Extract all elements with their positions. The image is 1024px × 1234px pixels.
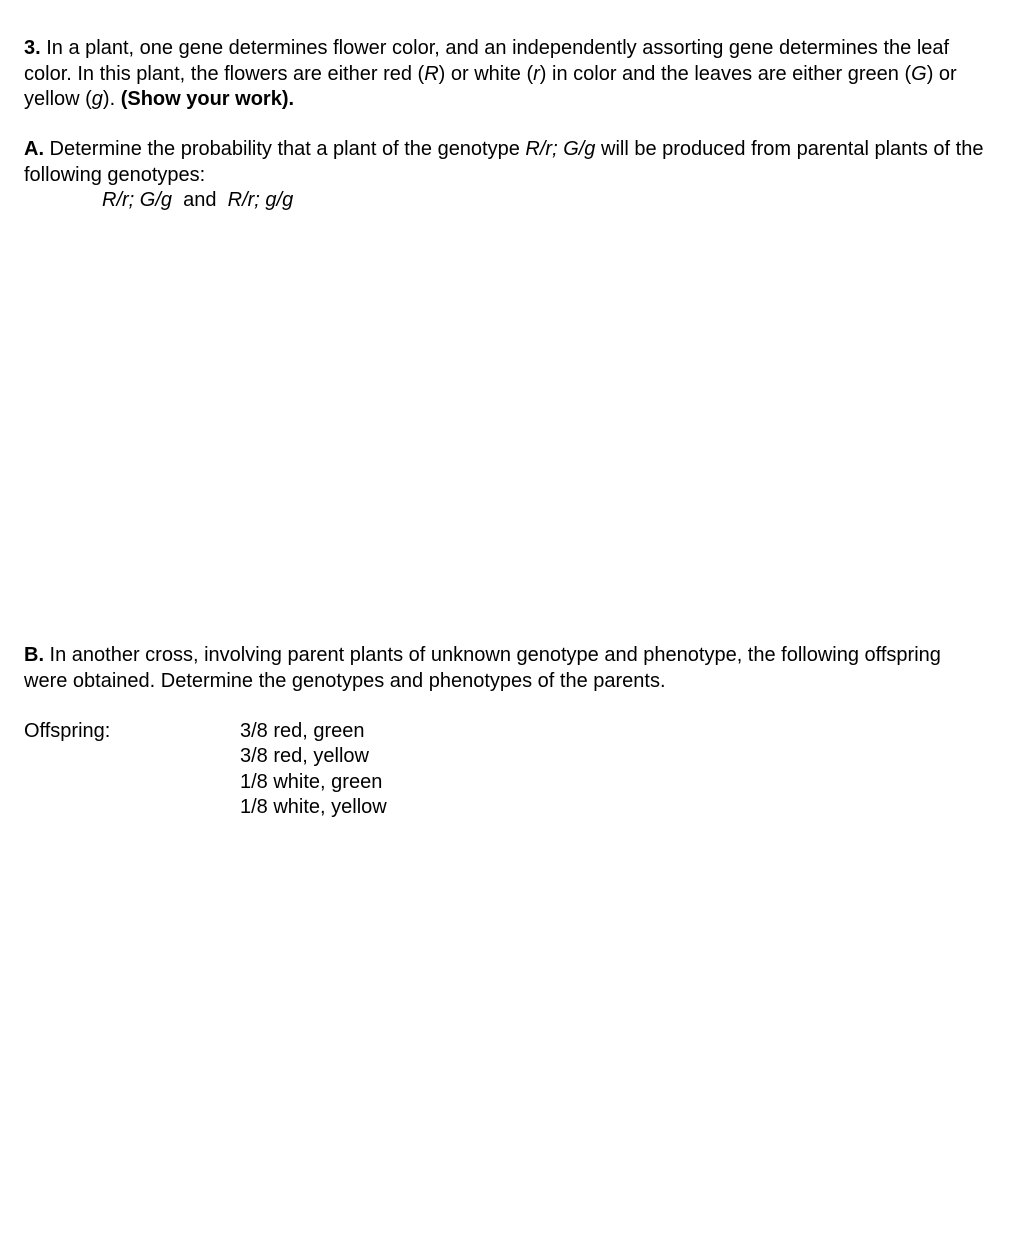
list-item: 1/8 white, green	[240, 770, 383, 793]
allele-r: r	[533, 62, 540, 85]
part-a-text: will be produced from parental plants of the following genotypes:	[24, 138, 984, 186]
intro-text: ) or white (	[438, 62, 534, 85]
part-b-label: B.	[24, 644, 44, 666]
allele-G: G	[911, 62, 927, 85]
allele-R: R	[424, 62, 439, 85]
parent-2-genotype: R/r; g/g	[227, 189, 294, 211]
list-item: 3/8 red, yellow	[240, 745, 369, 768]
part-a-text: Determine the probability that a plant of the genotype	[44, 138, 526, 160]
parent-1-genotype: R/r; G/g	[102, 189, 173, 211]
intro-text: In a plant, one gene determines flower color, and an independently assorting gene determines the leaf color. In this plant, the flowers are either red (	[24, 37, 950, 85]
intro-text: ) or yellow (	[24, 62, 957, 111]
part-a-question	[24, 137, 984, 188]
show-work-instruction: (Show your work).	[120, 88, 295, 111]
intro-text: ) in color and the leaves are either green (	[539, 62, 912, 85]
allele-g: g	[91, 88, 103, 111]
part-b-text: In another cross, involving parent plants of unknown genotype and phenotype, the following offspring were obtained. Determine the genotypes and phenotypes of the parents.	[24, 644, 941, 692]
parent-genotypes	[102, 188, 293, 214]
problem-number: 3.	[24, 37, 41, 59]
problem-3-intro	[24, 36, 984, 113]
offspring-list	[240, 719, 387, 821]
part-b-question	[24, 643, 984, 694]
list-item: 3/8 red, green	[240, 720, 365, 742]
offspring-label: Offspring:	[24, 720, 111, 742]
intro-text: ).	[102, 88, 121, 111]
part-a-label: A.	[24, 138, 44, 160]
target-genotype: R/r; G/g	[525, 138, 596, 160]
conjunction: and	[183, 189, 217, 211]
list-item: 1/8 white, yellow	[240, 796, 387, 819]
